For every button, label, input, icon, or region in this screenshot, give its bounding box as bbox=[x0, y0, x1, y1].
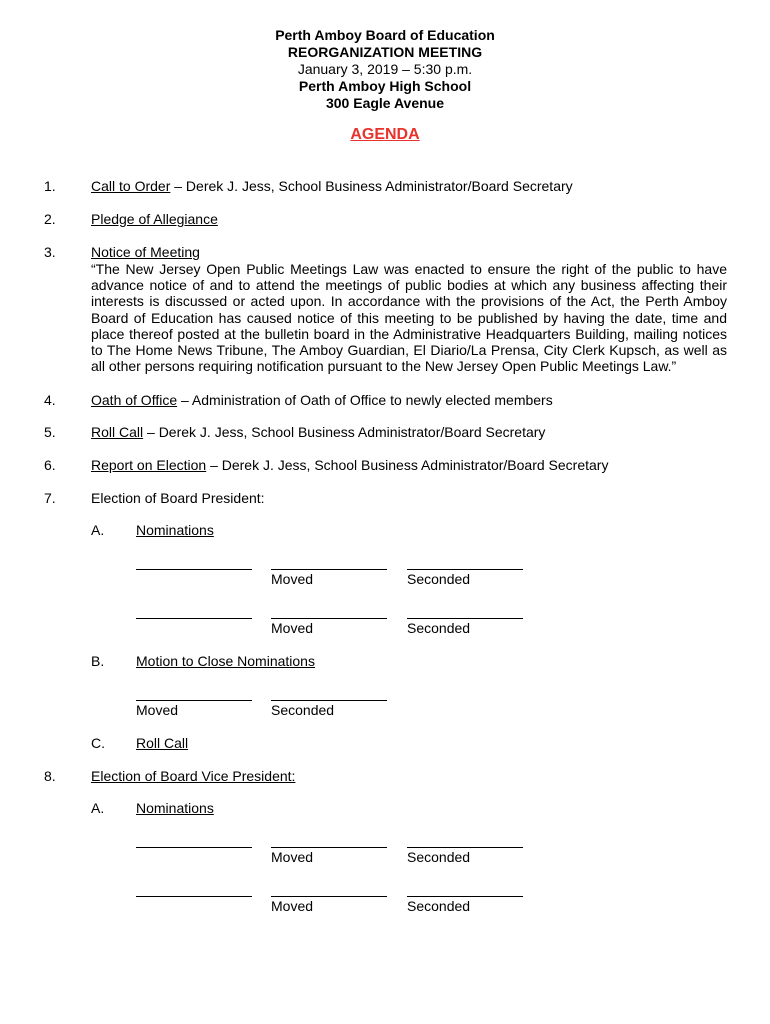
item-number: 3. bbox=[44, 244, 56, 260]
agenda-item-roll-call bbox=[91, 424, 545, 441]
agenda-item-election-vice-president: Election of Board Vice President: bbox=[91, 768, 296, 784]
sub-item-nominations: Nominations bbox=[136, 800, 214, 816]
seconded-caption: Seconded bbox=[407, 898, 471, 914]
agenda-title: AGENDA bbox=[350, 126, 420, 143]
signature-blank bbox=[136, 618, 252, 619]
signature-blank bbox=[271, 700, 387, 701]
signature-blank bbox=[271, 896, 387, 897]
seconded-caption: Seconded bbox=[407, 849, 471, 865]
meeting-address: 300 Eagle Avenue bbox=[325, 95, 445, 111]
signature-blank bbox=[271, 618, 387, 619]
agenda-item-oath bbox=[91, 392, 553, 409]
item-number: 7. bbox=[44, 490, 56, 506]
signature-blank bbox=[136, 896, 252, 897]
signature-blank bbox=[136, 569, 252, 570]
item-label: Call to Order bbox=[91, 178, 171, 194]
signature-blank bbox=[407, 569, 523, 570]
agenda-item-call-to-order bbox=[91, 178, 573, 195]
signature-blank bbox=[271, 847, 387, 848]
moved-caption: Moved bbox=[271, 571, 314, 587]
meeting-type: REORGANIZATION MEETING bbox=[287, 44, 483, 60]
item-number: 2. bbox=[44, 211, 56, 227]
signature-blank bbox=[136, 700, 252, 701]
sub-item-letter: C. bbox=[91, 735, 105, 751]
item-number: 1. bbox=[44, 178, 56, 194]
moved-caption: Moved bbox=[271, 898, 314, 914]
signature-blank bbox=[407, 896, 523, 897]
meeting-venue: Perth Amboy High School bbox=[298, 78, 472, 94]
item-number: 4. bbox=[44, 392, 56, 408]
signature-blank bbox=[271, 569, 387, 570]
signature-blank bbox=[407, 618, 523, 619]
agenda-item-pledge bbox=[91, 211, 218, 228]
sub-item-letter: A. bbox=[91, 522, 105, 538]
signature-blank bbox=[136, 847, 252, 848]
org-name: Perth Amboy Board of Education bbox=[275, 27, 495, 43]
item-detail: – Derek J. Jess, School Business Administrator/Board Secretary bbox=[170, 178, 573, 194]
notice-of-meeting-text: “The New Jersey Open Public Meetings Law was enacted to ensure the right of the public to have advance notice of and to attend the meetings of public bodies at which any business affecting their interests is discussed or acted upon. In accordance with the provisions of the Act, the Perth Amboy Board of Education has caused notice of this meeting to be published by having the date, time and place thereof posted at the bulletin board in the Administrative Headquarters Building, mailing notices to The Home News Tribune, The Amboy Guardian, El Diario/La Prensa, City Clerk Kupsch, as well as all other persons requiring notification pursuant to the New Jersey Open Public Meetings Law.” bbox=[91, 261, 727, 375]
sub-item-close-nominations: Motion to Close Nominations bbox=[136, 653, 315, 669]
moved-caption: Moved bbox=[136, 702, 179, 718]
seconded-caption: Seconded bbox=[407, 571, 471, 587]
seconded-caption: Seconded bbox=[271, 702, 335, 718]
item-detail: – Derek J. Jess, School Business Administrator/Board Secretary bbox=[143, 424, 546, 440]
agenda-item-notice bbox=[91, 244, 200, 261]
item-number: 6. bbox=[44, 457, 56, 473]
item-number: 5. bbox=[44, 424, 56, 440]
agenda-item-report bbox=[91, 457, 608, 474]
meeting-datetime: January 3, 2019 – 5:30 p.m. bbox=[297, 61, 473, 77]
sub-item-nominations: Nominations bbox=[136, 522, 214, 538]
item-detail: – Administration of Oath of Office to newly elected members bbox=[177, 392, 553, 408]
sub-item-letter: A. bbox=[91, 800, 105, 816]
signature-blank bbox=[407, 847, 523, 848]
sub-item-letter: B. bbox=[91, 653, 105, 669]
item-label: Notice of Meeting bbox=[91, 244, 200, 260]
item-label: Pledge of Allegiance bbox=[91, 211, 218, 227]
item-detail: – Derek J. Jess, School Business Administrator/Board Secretary bbox=[206, 457, 609, 473]
document-header bbox=[0, 27, 770, 112]
moved-caption: Moved bbox=[271, 620, 314, 636]
item-number: 8. bbox=[44, 768, 56, 784]
seconded-caption: Seconded bbox=[407, 620, 471, 636]
agenda-item-election-president: Election of Board President: bbox=[91, 490, 265, 506]
moved-caption: Moved bbox=[271, 849, 314, 865]
sub-item-roll-call: Roll Call bbox=[136, 735, 189, 751]
item-label: Roll Call bbox=[91, 424, 144, 440]
item-label: Report on Election bbox=[91, 457, 207, 473]
item-label: Oath of Office bbox=[91, 392, 178, 408]
